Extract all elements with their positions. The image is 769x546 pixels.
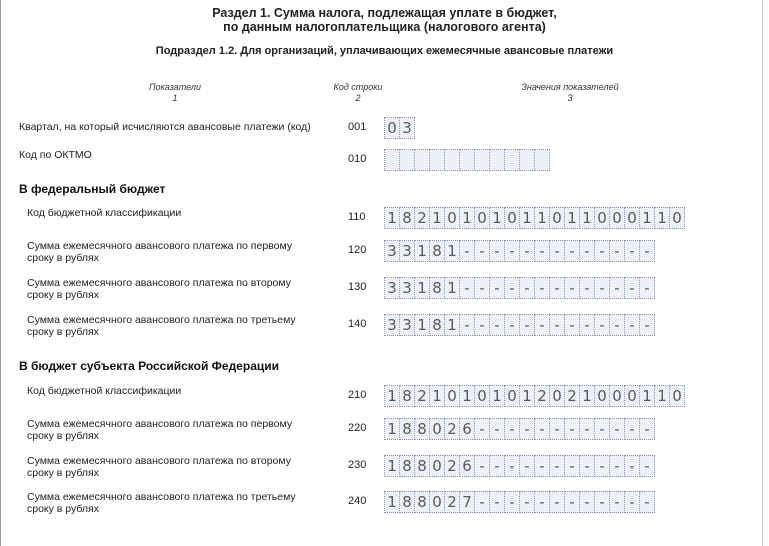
char-cell: - [595, 240, 610, 262]
char-cell [415, 149, 430, 171]
char-cell: - [505, 314, 520, 336]
char-cell: - [625, 314, 640, 336]
line-code-210: 210 [348, 389, 367, 401]
char-cell: - [490, 314, 505, 336]
char-cell: - [505, 455, 520, 477]
char-cell: - [505, 491, 520, 513]
char-cell: 0 [625, 207, 640, 229]
char-cell: 2 [415, 207, 430, 229]
char-cell: 2 [415, 385, 430, 407]
row-label-regional-payment-2 [27, 455, 291, 479]
char-cell: 1 [460, 385, 475, 407]
char-cell: 0 [610, 207, 625, 229]
row-label-kbk-federal: Код бюджетной классификации [27, 207, 182, 219]
char-cell: 1 [640, 385, 655, 407]
row-label-line2: сроку в рублях [27, 326, 99, 338]
char-cell: - [595, 277, 610, 299]
column-header-label: Значения показателей [521, 82, 619, 92]
line-code-230: 230 [348, 459, 367, 471]
char-cell: - [475, 314, 490, 336]
column-header-indicators [110, 82, 240, 104]
char-cell: 1 [490, 385, 505, 407]
char-cell: - [550, 240, 565, 262]
char-cell: 3 [400, 240, 415, 262]
char-cell: 1 [445, 314, 460, 336]
char-cell: 1 [385, 418, 400, 440]
char-cell: 1 [565, 207, 580, 229]
char-cell: - [565, 314, 580, 336]
char-cell: - [610, 455, 625, 477]
row-label-line2: сроку в рублях [27, 467, 99, 479]
field-kbk-federal[interactable] [384, 207, 685, 229]
char-cell: 0 [505, 385, 520, 407]
char-cell: - [595, 314, 610, 336]
line-code-120: 120 [348, 244, 367, 256]
column-header-number: 2 [355, 93, 361, 103]
char-cell [475, 149, 490, 171]
char-cell: - [565, 277, 580, 299]
char-cell [490, 149, 505, 171]
char-cell: 1 [490, 207, 505, 229]
char-cell: 2 [445, 491, 460, 513]
row-label-line2: сроку в рублях [27, 289, 99, 301]
char-cell: 1 [385, 491, 400, 513]
row-label-regional-payment-1 [27, 418, 292, 442]
char-cell: - [640, 491, 655, 513]
field-federal-payment-1[interactable] [384, 240, 655, 262]
char-cell: 3 [400, 117, 415, 139]
char-cell: - [535, 491, 550, 513]
char-cell: 1 [430, 385, 445, 407]
row-label-line1: Сумма ежемесячного авансового платежа по второму [27, 455, 291, 467]
row-label-line1: Сумма ежемесячного авансового платежа по первому [27, 240, 293, 252]
char-cell: - [595, 418, 610, 440]
subsection-title: Подраздел 1.2. Для организаций, уплачивающих ежемесячные авансовые платежи [155, 45, 614, 57]
char-cell: - [520, 455, 535, 477]
column-header-label: Показатели [149, 82, 201, 92]
char-cell: - [490, 491, 505, 513]
row-label-line1: Сумма ежемесячного авансового платежа по третьему [27, 491, 296, 503]
char-cell: 1 [385, 207, 400, 229]
line-code-130: 130 [348, 281, 367, 293]
char-cell: - [535, 277, 550, 299]
char-cell: 2 [535, 385, 550, 407]
char-cell: - [550, 455, 565, 477]
char-cell: - [475, 418, 490, 440]
char-cell: 0 [670, 207, 685, 229]
char-cell: - [460, 240, 475, 262]
row-label-line2: сроку в рублях [27, 503, 99, 515]
column-header-values [490, 82, 650, 104]
char-cell: - [565, 491, 580, 513]
char-cell: - [550, 314, 565, 336]
char-cell [520, 149, 535, 171]
char-cell: - [475, 240, 490, 262]
char-cell: 8 [430, 314, 445, 336]
char-cell: - [550, 277, 565, 299]
char-cell: - [625, 418, 640, 440]
char-cell: 3 [400, 314, 415, 336]
char-cell: 0 [385, 117, 400, 139]
char-cell: - [580, 418, 595, 440]
column-header-label: Код строки [333, 82, 383, 92]
char-cell: - [520, 314, 535, 336]
column-header-number: 1 [172, 93, 178, 103]
char-cell: - [580, 491, 595, 513]
char-cell: 3 [385, 240, 400, 262]
char-cell: - [565, 418, 580, 440]
line-code-001: 001 [348, 121, 367, 133]
char-cell: - [595, 455, 610, 477]
char-cell: 0 [550, 385, 565, 407]
char-cell: - [505, 277, 520, 299]
char-cell: 1 [580, 385, 595, 407]
char-cell: 0 [505, 207, 520, 229]
char-cell [385, 149, 400, 171]
char-cell: - [610, 314, 625, 336]
char-cell: 1 [385, 455, 400, 477]
char-cell: - [640, 418, 655, 440]
char-cell [460, 149, 475, 171]
char-cell: - [550, 491, 565, 513]
char-cell: 0 [595, 207, 610, 229]
char-cell: 8 [430, 240, 445, 262]
page-right-edge [762, 0, 763, 546]
char-cell: - [610, 240, 625, 262]
char-cell: - [625, 491, 640, 513]
line-code-220: 220 [348, 422, 367, 434]
char-cell: 0 [610, 385, 625, 407]
char-cell: - [505, 240, 520, 262]
char-cell: 0 [670, 385, 685, 407]
line-code-110: 110 [348, 211, 366, 223]
char-cell: 1 [655, 385, 670, 407]
column-header-number: 3 [567, 93, 573, 103]
char-cell: - [580, 240, 595, 262]
char-cell: - [490, 418, 505, 440]
char-cell: - [640, 240, 655, 262]
char-cell: 0 [595, 385, 610, 407]
section-title-line2: по данным налогоплательщика (налогового агента) [223, 20, 546, 34]
row-label-federal-payment-1 [27, 240, 292, 264]
char-cell: 8 [415, 491, 430, 513]
char-cell: - [625, 455, 640, 477]
section-title-line1: Раздел 1. Сумма налога, подлежащая уплате в бюджет, [212, 6, 557, 20]
heading-federal-budget: В федеральный бюджет [19, 182, 166, 196]
field-regional-payment-3[interactable] [384, 491, 655, 513]
char-cell: 8 [415, 455, 430, 477]
row-label-federal-payment-3 [27, 314, 296, 338]
char-cell: 0 [445, 207, 460, 229]
char-cell: - [580, 277, 595, 299]
char-cell: 1 [655, 207, 670, 229]
char-cell: 3 [385, 314, 400, 336]
char-cell: 1 [580, 207, 595, 229]
row-label-quarter: Квартал, на который исчисляются авансовые платежи (код) [19, 121, 311, 133]
char-cell: 2 [445, 455, 460, 477]
char-cell [430, 149, 445, 171]
char-cell: - [625, 277, 640, 299]
char-cell: - [535, 314, 550, 336]
row-label-regional-payment-3 [27, 491, 296, 515]
char-cell: - [535, 455, 550, 477]
char-cell: 1 [415, 240, 430, 262]
char-cell: 6 [460, 418, 475, 440]
row-label-line2: сроку в рублях [27, 252, 99, 264]
char-cell: - [535, 418, 550, 440]
char-cell: 1 [640, 207, 655, 229]
char-cell: 0 [430, 491, 445, 513]
char-cell: 2 [445, 418, 460, 440]
char-cell: - [580, 314, 595, 336]
char-cell: 1 [535, 207, 550, 229]
char-cell: - [460, 277, 475, 299]
char-cell: - [520, 240, 535, 262]
char-cell [535, 149, 550, 171]
row-label-oktmo: Код по ОКТМО [19, 149, 92, 161]
row-label-line1: Сумма ежемесячного авансового платежа по второму [27, 277, 291, 289]
char-cell: 8 [430, 277, 445, 299]
char-cell: - [475, 277, 490, 299]
char-cell: 8 [415, 418, 430, 440]
line-code-010: 010 [348, 153, 367, 165]
char-cell: 0 [475, 207, 490, 229]
char-cell: - [640, 314, 655, 336]
field-oktmo[interactable] [384, 149, 550, 171]
char-cell: 0 [430, 418, 445, 440]
char-cell: 0 [625, 385, 640, 407]
char-cell: - [640, 455, 655, 477]
char-cell: - [490, 455, 505, 477]
field-federal-payment-2[interactable] [384, 277, 655, 299]
char-cell: 1 [520, 385, 535, 407]
char-cell: 8 [400, 385, 415, 407]
char-cell: 1 [460, 207, 475, 229]
field-federal-payment-3[interactable] [384, 314, 655, 336]
char-cell: - [610, 491, 625, 513]
field-regional-payment-2[interactable] [384, 455, 655, 477]
char-cell: - [505, 418, 520, 440]
column-header-line-code [318, 82, 398, 104]
char-cell: 0 [445, 385, 460, 407]
char-cell: 0 [430, 455, 445, 477]
char-cell: - [520, 418, 535, 440]
char-cell: 8 [400, 207, 415, 229]
char-cell: - [475, 491, 490, 513]
char-cell: 1 [445, 240, 460, 262]
line-code-240: 240 [348, 495, 367, 507]
heading-regional-budget: В бюджет субъекта Российской Федерации [19, 359, 279, 373]
char-cell: - [595, 491, 610, 513]
page-left-edge [0, 0, 1, 546]
char-cell: - [565, 240, 580, 262]
char-cell: 7 [460, 491, 475, 513]
char-cell: 1 [430, 207, 445, 229]
char-cell: - [520, 277, 535, 299]
row-label-line1: Сумма ежемесячного авансового платежа по первому [27, 418, 293, 430]
char-cell: - [490, 240, 505, 262]
char-cell: 0 [550, 207, 565, 229]
char-cell: 1 [415, 277, 430, 299]
char-cell: 2 [565, 385, 580, 407]
char-cell: - [625, 240, 640, 262]
row-label-federal-payment-2 [27, 277, 291, 301]
row-label-kbk-regional: Код бюджетной классификации [27, 385, 182, 397]
char-cell: 1 [445, 277, 460, 299]
char-cell: 3 [385, 277, 400, 299]
char-cell [445, 149, 460, 171]
char-cell [400, 149, 415, 171]
char-cell: - [520, 491, 535, 513]
char-cell: - [550, 418, 565, 440]
char-cell: 1 [385, 385, 400, 407]
char-cell: - [580, 455, 595, 477]
char-cell: - [640, 277, 655, 299]
char-cell: - [460, 314, 475, 336]
char-cell: - [610, 418, 625, 440]
char-cell: - [610, 277, 625, 299]
char-cell: 3 [400, 277, 415, 299]
char-cell [505, 149, 520, 171]
row-label-line1: Сумма ежемесячного авансового платежа по третьему [27, 314, 296, 326]
char-cell: 1 [415, 314, 430, 336]
char-cell: - [490, 277, 505, 299]
char-cell: - [565, 455, 580, 477]
char-cell: 8 [400, 418, 415, 440]
field-regional-payment-1[interactable] [384, 418, 655, 440]
char-cell: 0 [475, 385, 490, 407]
row-label-line2: сроку в рублях [27, 430, 99, 442]
char-cell: 1 [520, 207, 535, 229]
char-cell: - [475, 455, 490, 477]
field-quarter-code[interactable] [384, 117, 415, 139]
char-cell: - [535, 240, 550, 262]
char-cell: 8 [400, 491, 415, 513]
char-cell: 6 [460, 455, 475, 477]
line-code-140: 140 [348, 318, 367, 330]
char-cell: 8 [400, 455, 415, 477]
field-kbk-regional[interactable] [384, 385, 685, 407]
